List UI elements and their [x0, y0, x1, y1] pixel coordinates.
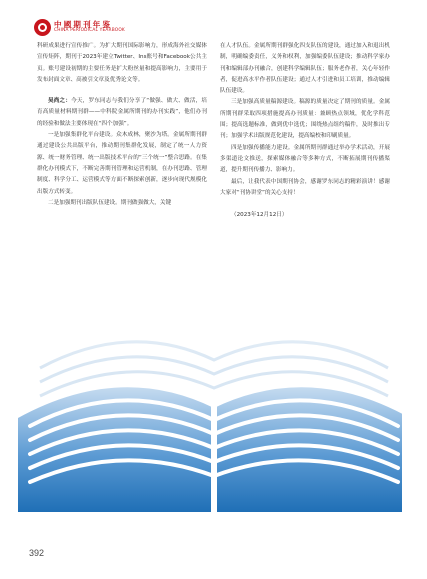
- right-paragraph-2: 三是加强高质量稿源建设。稿源的质量决定了期刊的质量。金属所期刊群采取四项措施提高办刊质量：兼顾热点领域，优化学科范围；提高选题标准，做到优中选优；围绕热点组约稿件，及时推出专刊；加强学术出版规范化建设，提高编校和印刷质量。: [220, 99, 390, 140]
- header-brand: [54, 21, 125, 34]
- right-paragraph-1: 在人才队伍。金属所期刊群强化四支队伍的建设，通过加入和退出机制，明确编委责任，义务和权利，加强编委队伍建设；推动科学家办刊和编辑部办刊融合，创建科学编辑队伍；服务老作者，关心年轻作者，促进高水平作者队伍建设；通过人才引进和员工培训，推动编辑队伍建设。: [220, 43, 390, 95]
- page-header: [34, 16, 125, 38]
- header-title-en: CHINA PERIODICAL YEARBOOK: [54, 28, 125, 34]
- left-paragraph-4: 二是加强期刊出版队伍建设。期刊做强做大，关键: [48, 199, 172, 206]
- left-paragraph-2: [37, 96, 207, 130]
- right-paragraph-3: 四是加强传播能力建设。金属所期刊群通过举办学术活动，开展多渠道论文推送，探索媒体融合等多种方式，不断拓展期刊传播渠道，提升期刊传播力、影响力。: [220, 144, 390, 174]
- left-paragraph-3: 一是加强集群化平台建设。众木成林，聚沙为塔。金属所期刊群通过建设公共出版平台，推动期刊集群化发展，制定了统一人力资源、统一财务管理、统一出版技术平台的“三个统一”整合思路。在集群化办刊模式下，不断完善期刊管理和运营机制，在办刊思路、管理制度、科学分工、运营模式等方面不断探索创新，逐步向现代规模化出版方式转变。: [37, 132, 207, 195]
- speech-date: （2023年12月12日）: [231, 212, 288, 219]
- page-number: 392: [29, 548, 45, 558]
- page-margin-rail: [402, 140, 420, 550]
- speaker-remarks: 今天，罗东同志与我们分享了“做强、做大、做活，培育高质量材料期刊群——中科院金属所期刊的办刊实践”，他们办刊的经验和做法主要体现在“四个加强”。: [37, 98, 207, 127]
- left-text-column: [37, 41, 207, 209]
- right-text-column: [220, 41, 390, 221]
- header-title-cn: 中國期刊年鉴: [54, 19, 113, 29]
- right-paragraph-4: 最后，让我代表中国期刊协会，感谢罗东同志的精彩演讲！感谢大家对“刊协讲堂”的关心支持！: [220, 178, 390, 196]
- open-book-graphic: [0, 250, 427, 512]
- yearbook-logo-icon: [34, 19, 51, 36]
- speaker-name: 吴尚之：: [48, 98, 72, 105]
- left-paragraph-1: 科研成果进行宣传推广。为扩大期刊国际影响力，形成海外社交媒体宣传矩阵，期刊于2023年建立Twitter、Ins账号和Facebook公共主页。账号建设初期的主要任务是扩大粉丝量和提高影响力，主要用于发布封面文章、高被引文章及优秀论文等。: [37, 43, 207, 83]
